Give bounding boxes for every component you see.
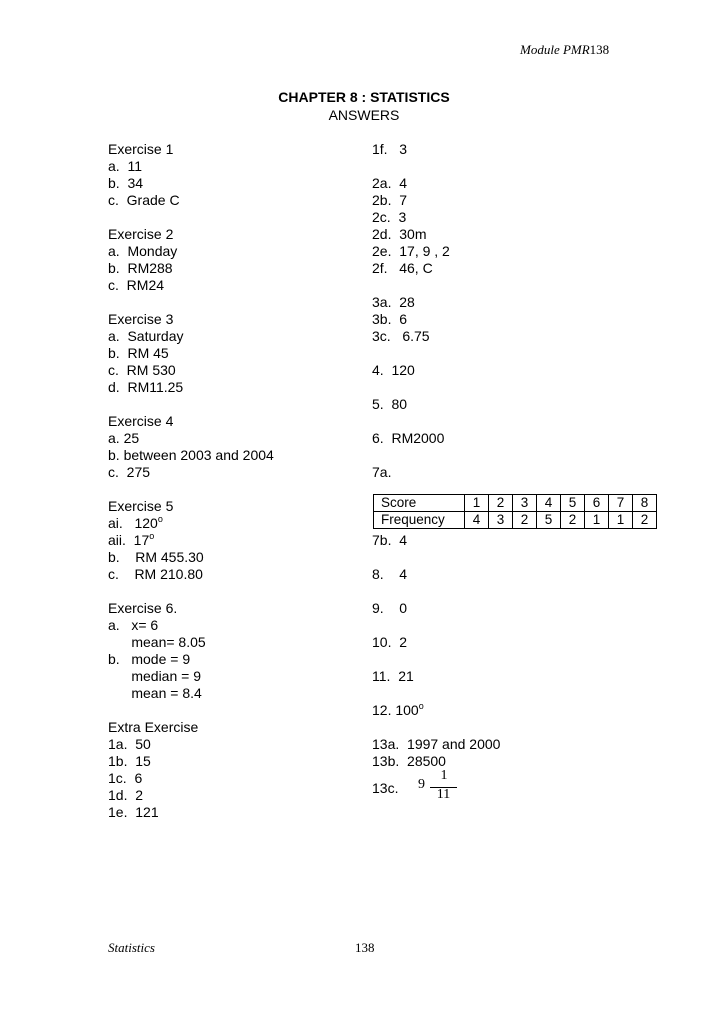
answers-subtitle: ANSWERS (328, 107, 400, 123)
score-cell: 2 (489, 495, 513, 512)
answer-text: a. Saturday (108, 328, 184, 344)
answer-line (108, 651, 190, 668)
frequency-label: Frequency (374, 512, 465, 529)
degree-symbol: o (157, 514, 163, 524)
answer-line (372, 209, 406, 226)
answer-text: a. 25 (108, 430, 140, 446)
page-header (520, 42, 609, 58)
answer-line (372, 141, 407, 158)
answer-text: 1d. 2 (108, 787, 144, 803)
score-cell: 1 (465, 495, 489, 512)
score-cell: 8 (633, 495, 657, 512)
answer-text: 2d. 30m (372, 226, 427, 242)
answer-line (108, 260, 173, 277)
answer-text: 3b. 6 (372, 311, 408, 327)
answer-text: 4. 120 (372, 362, 415, 378)
answer-text: ai. 120 (108, 515, 158, 531)
frequency-cell: 2 (633, 512, 657, 529)
answer-line (108, 430, 139, 447)
answer-text: aii. 17 (108, 532, 150, 548)
answer-line (372, 464, 391, 481)
answer-line (108, 804, 159, 821)
answer-text: 1b. 15 (108, 753, 151, 769)
frequency-table (373, 494, 657, 529)
answer-line (108, 175, 143, 192)
answer-text: mean = 8.4 (108, 685, 202, 701)
answer-text: a. x= 6 (108, 617, 159, 633)
footer-page-number: 138 (355, 940, 375, 955)
answer-text: 2f. 46, C (372, 260, 433, 276)
answer-line (108, 464, 150, 481)
answer-text: b. RM 455.30 (108, 549, 204, 565)
degree-symbol: o (418, 701, 424, 711)
score-cell: 5 (561, 495, 585, 512)
frequency-cell: 3 (489, 512, 513, 529)
answer-text: 2e. 17, 9 , 2 (372, 243, 450, 259)
chapter-title-block (0, 88, 728, 124)
answer-line (108, 787, 143, 804)
answer-text: a. Monday (108, 243, 178, 259)
answer-text: Exercise 2 (108, 226, 174, 242)
answer-text: a. 11 (108, 158, 142, 174)
answer-text: b. RM 45 (108, 345, 169, 361)
answer-line (372, 668, 414, 685)
answer-line (372, 362, 415, 379)
answer-line (372, 175, 407, 192)
answer-line (372, 634, 407, 651)
answer-text: 1f. 3 (372, 141, 408, 157)
answer-text: b. RM288 (108, 260, 173, 276)
answer-line (108, 311, 173, 328)
answer-text: 3a. 28 (372, 294, 415, 310)
answer-text: 7a. (372, 464, 392, 480)
answer-line (372, 736, 500, 753)
answer-text: 6. RM2000 (372, 430, 445, 446)
answer-line (108, 141, 173, 158)
answer-line (372, 294, 415, 311)
frequency-cell: 2 (513, 512, 537, 529)
answer-text: Exercise 4 (108, 413, 174, 429)
answer-text: 2b. 7 (372, 192, 408, 208)
answer-text: 1a. 50 (108, 736, 151, 752)
answer-text: mean= 8.05 (108, 634, 206, 650)
frequency-cell: 1 (585, 512, 609, 529)
frequency-cell: 4 (465, 512, 489, 529)
fraction-denominator: 11 (436, 787, 451, 802)
answer-line (108, 277, 164, 294)
fraction-whole: 9 (418, 777, 425, 792)
answer-line (372, 430, 444, 447)
answer-text: c. RM 210.80 (108, 566, 203, 582)
answer-text: b. between 2003 and 2004 (108, 447, 274, 463)
answer-text: c. Grade C (108, 192, 180, 208)
answer-line (108, 600, 177, 617)
answer-text: 2c. 3 (372, 209, 407, 225)
answer-line (108, 685, 202, 702)
answer-line (108, 668, 201, 685)
answer-line (108, 192, 180, 209)
answer-text: Exercise 1 (108, 141, 174, 157)
answer-line (108, 158, 142, 175)
answer-text: b. 34 (108, 175, 144, 191)
answer-line (108, 515, 163, 532)
answer-text: c. RM24 (108, 277, 165, 293)
answer-text: b. mode = 9 (108, 651, 191, 667)
answer-text: 13b. 28500 (372, 753, 446, 769)
answer-text: 12. 100 (372, 702, 419, 718)
fraction-numerator: 1 (440, 768, 448, 783)
answer-line (372, 566, 407, 583)
score-cell: 4 (537, 495, 561, 512)
frequency-cell: 1 (609, 512, 633, 529)
answer-line (372, 600, 407, 617)
answer-line (108, 634, 206, 651)
answer-line (372, 311, 407, 328)
answer-text: 1c. 6 (108, 770, 143, 786)
answer-text: 5. 80 (372, 396, 408, 412)
answer-line (108, 566, 203, 583)
answer-line (108, 379, 183, 396)
answer-text: 9. 0 (372, 600, 408, 616)
answer-text: 10. 2 (372, 634, 408, 650)
answer-line (372, 226, 426, 243)
score-row (374, 495, 657, 512)
chapter-title: CHAPTER 8 : STATISTICS (278, 89, 450, 105)
frequency-cell: 2 (561, 512, 585, 529)
answer-line (108, 345, 169, 362)
answer-line (108, 549, 204, 566)
answer-line (108, 770, 142, 787)
answer-line (372, 702, 424, 719)
answer-text: 1e. 121 (108, 804, 159, 820)
answer-text: 13c. (372, 780, 399, 796)
answer-text: c. RM 530 (108, 362, 176, 378)
answer-text: 8. 4 (372, 566, 408, 582)
degree-symbol: o (149, 531, 155, 541)
answer-line (108, 736, 151, 753)
answer-text: d. RM11.25 (108, 379, 184, 395)
answer-line (108, 753, 151, 770)
answer-line (108, 243, 177, 260)
answer-text: 7b. 4 (372, 532, 408, 548)
answer-line (372, 328, 430, 345)
answer-text: c. 275 (108, 464, 151, 480)
answer-text: Exercise 6. (108, 600, 178, 616)
answer-line (372, 396, 407, 413)
answer-line (108, 532, 154, 549)
answer-line (108, 498, 173, 515)
header-page-number: 138 (589, 42, 610, 57)
score-label: Score (374, 495, 465, 512)
answer-text: median = 9 (108, 668, 201, 684)
module-label: Module PMR (520, 42, 590, 57)
answer-text: 13a. 1997 and 2000 (372, 736, 501, 752)
answer-line (372, 243, 450, 260)
answer-text: Extra Exercise (108, 719, 199, 735)
answer-line (108, 328, 184, 345)
answer-text: Exercise 5 (108, 498, 174, 514)
answer-text: 11. 21 (372, 668, 414, 684)
frequency-cell: 5 (537, 512, 561, 529)
answer-line (108, 617, 158, 634)
answer-line (372, 532, 407, 549)
score-cell: 3 (513, 495, 537, 512)
answer-text: 3c. 6.75 (372, 328, 430, 344)
answer-line (372, 780, 398, 797)
answer-text: 2a. 4 (372, 175, 408, 191)
answer-line (372, 260, 433, 277)
score-cell: 6 (585, 495, 609, 512)
answer-text: Exercise 3 (108, 311, 174, 327)
answer-line (108, 447, 274, 464)
footer-subject: Statistics (108, 940, 155, 955)
score-cell: 7 (609, 495, 633, 512)
answer-line (108, 719, 198, 736)
answer-line (372, 192, 407, 209)
answer-line (108, 413, 173, 430)
frequency-row (374, 512, 657, 529)
answer-line (108, 362, 176, 379)
answer-line (108, 226, 173, 243)
